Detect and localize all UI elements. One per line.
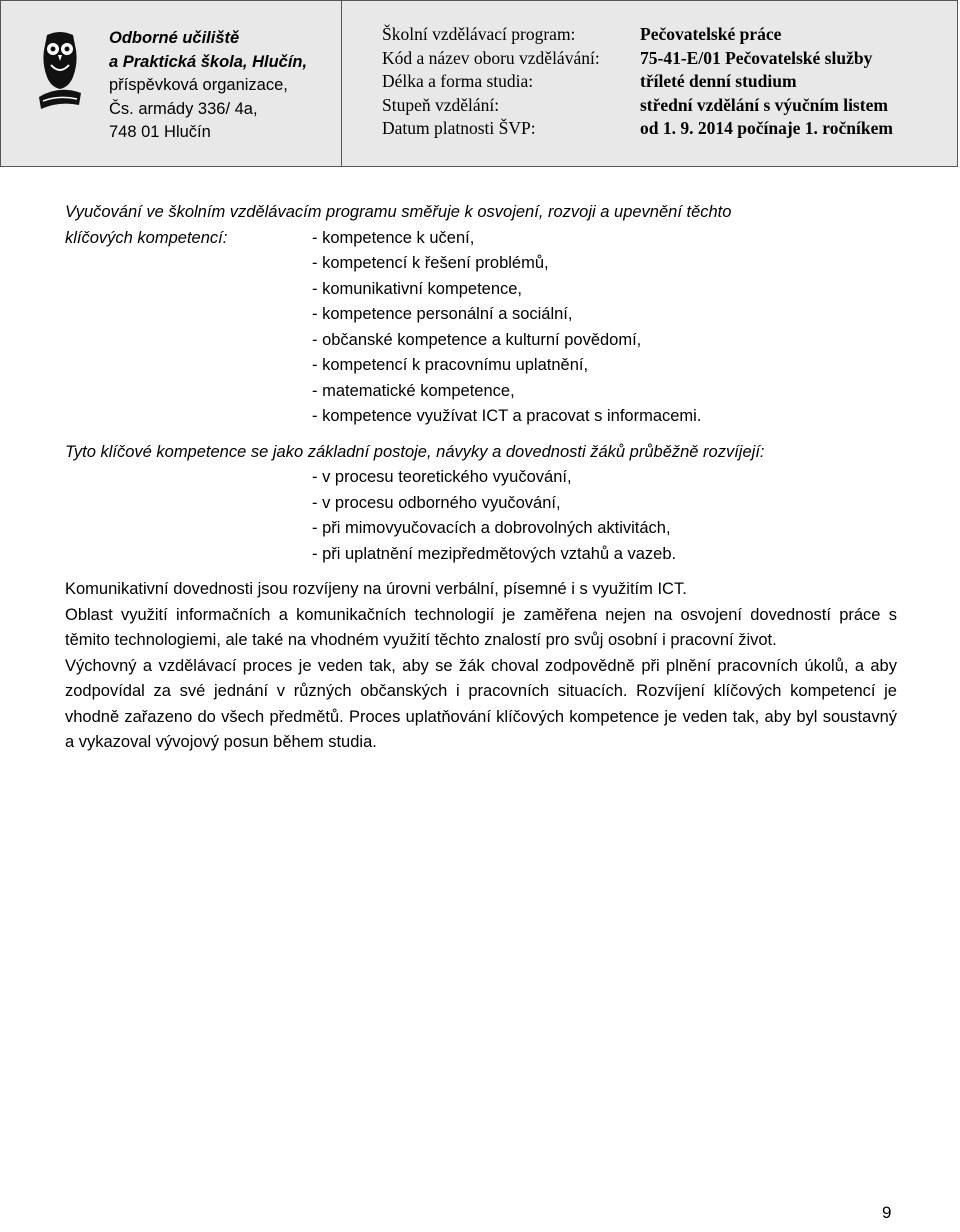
info-label: Délka a forma studia: — [382, 71, 534, 91]
competences-list — [312, 226, 701, 430]
school-logo — [1, 1, 109, 166]
info-label: Školní vzdělávací program: — [382, 24, 576, 44]
info-label: Kód a název oboru vzdělávání: — [382, 47, 600, 68]
info-value: tříleté denní studium — [640, 71, 797, 91]
owl-logo-icon — [39, 31, 81, 113]
school-block — [1, 1, 342, 166]
school-address — [109, 1, 307, 166]
school-street: Čs. armády 336/ 4a, — [109, 99, 258, 118]
info-value: 75-41-E/01 Pečovatelské služby — [640, 47, 873, 68]
school-org-type: příspěvková organizace, — [109, 76, 288, 94]
list-item: - v procesu teoretického vyučování, — [312, 468, 572, 486]
paragraph-ict: Oblast využití informačních a komunikačních technologií je zaměřena nejen na osvojení dovedností práce s těmito technologiemi, ale také na vhodném využití těchto znalostí pro svůj osobní i pracovní život. — [65, 605, 897, 649]
school-city: 748 01 Hlučín — [109, 123, 211, 141]
list-item: - matematické kompetence, — [312, 381, 515, 400]
page-number: 9 — [882, 1203, 892, 1222]
competences-label: klíčových kompetencí: — [65, 228, 228, 247]
info-row — [382, 23, 957, 47]
info-value: střední vzdělání s výučním listem — [640, 94, 888, 115]
page-header — [0, 0, 958, 167]
list-item: - občanské kompetence a kulturní povědomí, — [312, 330, 642, 349]
list-item: - kompetence personální a sociální, — [312, 305, 573, 323]
info-row — [382, 94, 957, 118]
info-label: Datum platnosti ŠVP: — [382, 118, 536, 138]
info-row — [382, 47, 957, 71]
school-name-line2: a Praktická škola, Hlučín, — [109, 52, 308, 71]
competences-block — [65, 226, 897, 430]
list-item: - kompetence využívat ICT a pracovat s informacemi. — [312, 407, 702, 425]
development-list — [65, 465, 897, 567]
info-value: od 1. 9. 2014 počínaje 1. ročníkem — [640, 118, 893, 138]
list-item: - při uplatnění mezipředmětových vztahů a vazeb. — [312, 544, 677, 563]
list-item: - kompetence k učení, — [312, 228, 475, 247]
list-item: - kompetencí k řešení problémů, — [312, 254, 549, 272]
info-value: Pečovatelské práce — [640, 24, 782, 44]
list-item: - v procesu odborného vyučování, — [312, 493, 561, 512]
intro-line: Vyučování ve školním vzdělávacím programu směřuje k osvojení, rozvoji a upevnění těchto — [65, 203, 732, 221]
list-item: - při mimovyučovacích a dobrovolných aktivitách, — [312, 519, 671, 537]
school-name-line1: Odborné učiliště — [109, 29, 240, 47]
document-body — [65, 200, 897, 756]
info-label: Stupeň vzdělání: — [382, 94, 500, 115]
list-item: - komunikativní kompetence, — [312, 279, 523, 298]
info-row — [382, 117, 957, 141]
info-row — [382, 70, 957, 94]
program-info — [342, 1, 957, 166]
development-lead: Tyto klíčové kompetence se jako základní postoje, návyky a dovednosti žáků průběžně rozvíjejí: — [65, 442, 765, 461]
paragraph-communication: Komunikativní dovednosti jsou rozvíjeny na úrovni verbální, písemné i s využitím ICT. — [65, 580, 687, 598]
list-item: - kompetencí k pracovnímu uplatnění, — [312, 356, 589, 374]
paragraph-education-process: Výchovný a vzdělávací proces je veden tak, aby se žák choval zodpovědně při plnění pracovních úkolů, a aby zodpovídal za své jednání v různých občanských i pracovních situacích. Rozvíjení klíčových kompetencí je vhodně zařazeno do všech předmětů. Proces uplatňování klíčových kompetence je veden tak, aby byl soustavný a vykazoval vývojový posun během studia. — [65, 656, 897, 751]
